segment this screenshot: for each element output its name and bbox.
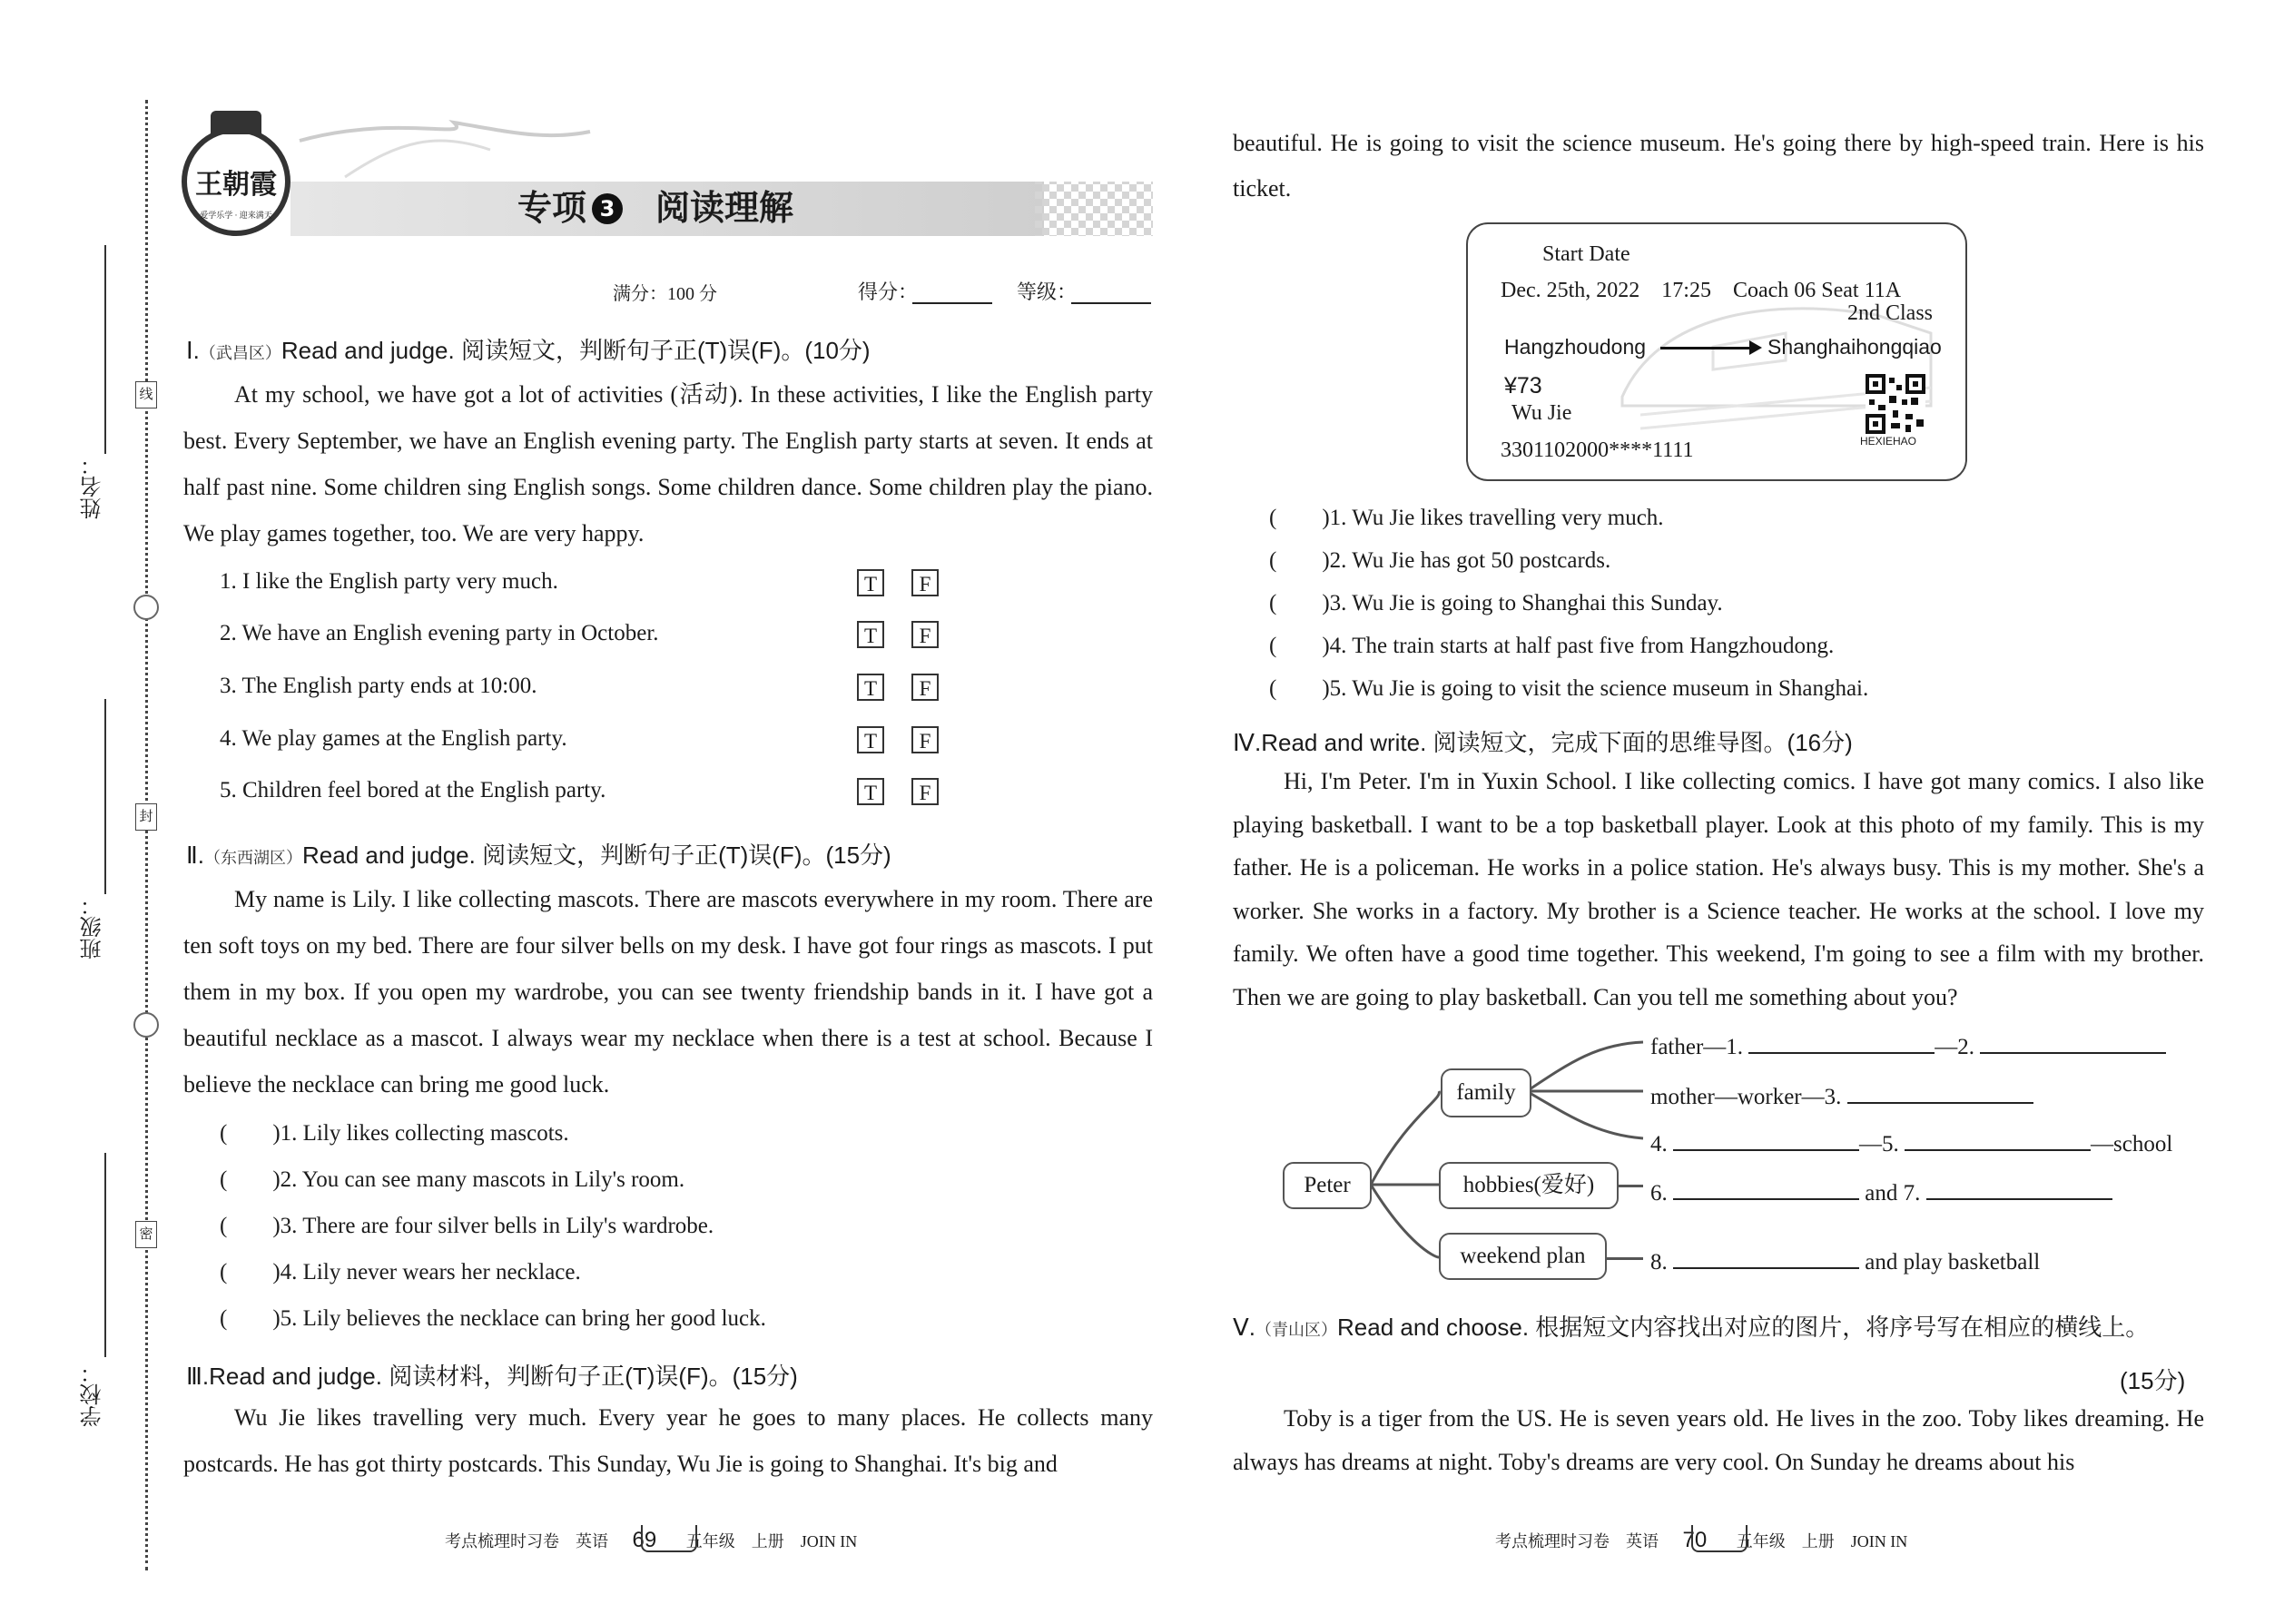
footer-grade: 五年级 上册 JOIN IN: [685, 1532, 858, 1550]
blank-6[interactable]: [1673, 1175, 1859, 1200]
name-label: 姓名：: [82, 454, 105, 519]
section-4-heading: [1233, 724, 1853, 758]
false-box[interactable]: F: [911, 621, 939, 648]
section-1-heading: [186, 332, 871, 366]
seal-marker-mi: 密: [135, 1221, 157, 1248]
class-label: 班级：: [82, 894, 105, 960]
page-title: [517, 180, 793, 230]
section-number: Ⅱ.: [186, 842, 205, 869]
section-1-item: 2. We have an English evening party in October.: [220, 621, 659, 645]
section-instruction: Read and judge. 阅读短文，判断句子正(T)误(F)。(10分): [281, 337, 871, 364]
ticket-price: ¥73: [1504, 373, 1542, 399]
section-region: （东西湖区）: [204, 849, 303, 867]
section-3-item: ( )4. The train starts at half past five from Hangzhoudong.: [1269, 634, 1835, 658]
footer-book: 考点梳理时习卷 英语: [445, 1532, 608, 1550]
section-instruction: Read and judge. 阅读材料，判断句子正(T)误(F)。(15分): [209, 1363, 798, 1390]
section-3-item: ( )1. Wu Jie likes travelling very much.: [1269, 506, 1664, 530]
blank-1[interactable]: [1748, 1029, 1935, 1054]
section-3-item: ( )3. Wu Jie is going to Shanghai this Sunday.: [1269, 591, 1723, 615]
dash-label: —2.: [1935, 1035, 1975, 1059]
binding-dotted-line: [145, 100, 148, 1570]
footer-book: 考点梳理时习卷 英语: [1495, 1532, 1659, 1550]
mind-map-line-hobbies: [1619, 1185, 1643, 1187]
scissors-icon: [133, 595, 159, 620]
section-number: Ⅲ.: [186, 1363, 210, 1390]
mind-map-father-row: [1650, 1029, 2166, 1060]
class-line: [104, 699, 106, 894]
true-box[interactable]: T: [857, 674, 884, 701]
mind-map-hobbies: hobbies(爱好): [1439, 1162, 1619, 1209]
section-region: （青山区）: [1255, 1321, 1338, 1339]
blank-7[interactable]: [1926, 1175, 2112, 1200]
section-2-item: ( )3. There are four silver bells in Lily's wardrobe.: [220, 1214, 714, 1238]
section-3-item: ( )5. Wu Jie is going to visit the science museum in Shanghai.: [1269, 676, 1869, 701]
section-1-item: 1. I like the English party very much.: [220, 569, 558, 594]
section-2-item: ( )1. Lily likes collecting mascots.: [220, 1121, 569, 1146]
school-label: 学校：: [82, 1362, 105, 1427]
blank-4[interactable]: [1673, 1126, 1859, 1151]
title-prefix: 专项: [517, 188, 587, 228]
mind-map-root: Peter: [1283, 1162, 1372, 1209]
section-instruction: Read and judge. 阅读短文，判断句子正(T)误(F)。(15分): [302, 842, 891, 869]
section-2-item: ( )5. Lily believes the necklace can bring her good luck.: [220, 1306, 766, 1331]
section-2-heading: [186, 837, 891, 871]
true-box[interactable]: T: [857, 621, 884, 648]
scissors-icon: [133, 1012, 159, 1038]
section-instruction: Read and write. 阅读短文，完成下面的思维导图。(16分): [1261, 729, 1853, 756]
false-box[interactable]: F: [911, 569, 939, 596]
arrow-right-icon: [1660, 347, 1755, 349]
num-label: 8.: [1650, 1250, 1668, 1275]
section-4-passage: Hi, I'm Peter. I'm in Yuxin School. I like collecting comics. I have got many comics. I also like playing basketball. I want to be a top basketball player. Look at this photo of my family. This is my father. He is a policeman. He works in a police station. He's always busy. This is my mother. She's a worker. She works in a factory. My brother is a Science teacher. He works at the school. I love my family. We often have a good time together. This weekend, I'm going to see a film with my brother. Then we are going to play basketball. Can you tell me something about you?: [1233, 768, 2204, 1010]
logo: [182, 127, 290, 236]
section-1-item: 3. The English party ends at 10:00.: [220, 674, 537, 698]
mind-map-weekend-row: [1650, 1244, 2040, 1275]
false-box[interactable]: F: [911, 726, 939, 753]
page-number-bracket: [641, 1525, 697, 1552]
page-number: 69: [632, 1528, 657, 1552]
seal-marker-feng: 封: [135, 803, 157, 831]
seal-marker-xian: 线: [135, 381, 157, 408]
ticket-start-date-label: Start Date: [1542, 242, 1630, 266]
section-1-passage: At my school, we have got a lot of activities (活动). In these activities, I like the English party best. Every September, we have an English evening party. The English party starts at seven. It ends at half past nine. Some children sing English songs. Some children dance. Some children play the piano. We play games together, too. We are very happy.: [183, 381, 1153, 546]
footer-grade: 五年级 上册 JOIN IN: [1736, 1532, 1908, 1550]
section-5-passage: Toby is a tiger from the US. He is seven years old. He lives in the zoo. Toby likes dreaming. He always has dreams at night. Toby's dreams are very cool. On Sunday he dreams about his: [1233, 1405, 2204, 1475]
ticket-to: Shanghaihongqiao: [1767, 335, 1942, 359]
section-3-passage: Wu Jie likes travelling very much. Every year he goes to many places. He collects many postcards. He has got thirty postcards. This Sunday, Wu Jie is going to Shanghai. It's big and: [183, 1404, 1153, 1477]
ticket-from: Hangzhoudong: [1504, 335, 1647, 359]
blank-5[interactable]: [1905, 1126, 2091, 1151]
mother-label: mother—worker—3.: [1650, 1085, 1842, 1109]
blank-3[interactable]: [1847, 1078, 2033, 1104]
score-label: 得分：: [858, 281, 919, 303]
blank-8[interactable]: [1673, 1244, 1859, 1269]
false-box[interactable]: F: [911, 674, 939, 701]
mind-map-line-weekend: [1607, 1257, 1643, 1260]
mind-map-mother-row: [1650, 1078, 2033, 1110]
section-2-item: ( )4. Lily never wears her necklace.: [220, 1260, 581, 1284]
section-2-item: ( )2. You can see many mascots in Lily's room.: [220, 1167, 685, 1192]
page-number-bracket: [1691, 1525, 1748, 1552]
num-label: 4.: [1650, 1132, 1668, 1156]
name-line: [104, 245, 106, 454]
true-box[interactable]: T: [857, 726, 884, 753]
section-instruction: Read and choose. 根据短文内容找出对应的图片，将序号写在相应的横线上。: [1337, 1314, 2150, 1341]
qr-label: HEXIEHAO: [1860, 435, 1917, 448]
section-5-heading: [1233, 1309, 2149, 1343]
section-2-passage: My name is Lily. I like collecting mascots. There are mascots everywhere in my room. There are ten soft toys on my bed. There are four silver bells on my desk. I have got four rings as mascots. I put them in my box. If you open my wardrobe, you can see twenty friendship bands in it. I have got a beautiful necklace as a mascot. I always wear my necklace when there is a test at school. Because I believe the necklace can bring me good luck.: [183, 886, 1153, 1097]
play-label: and play basketball: [1865, 1250, 2041, 1275]
true-box[interactable]: T: [857, 778, 884, 805]
arrow-head-icon: [1749, 340, 1762, 355]
mind-map-weekend: weekend plan: [1439, 1233, 1607, 1280]
grade-blank[interactable]: [1071, 302, 1151, 304]
false-box[interactable]: F: [911, 778, 939, 805]
title-number-badge: 3: [592, 193, 623, 224]
section-region: （武昌区）: [199, 344, 281, 362]
ticket-class: 2nd Class: [1847, 301, 1934, 325]
father-label: father—1.: [1650, 1035, 1744, 1059]
section-3-passage-continued: beautiful. He is going to visit the science museum. He's going there by high-speed train. Here is his ticket.: [1233, 130, 2204, 202]
ticket-passenger: Wu Jie: [1511, 401, 1572, 425]
blank-2[interactable]: [1980, 1029, 2166, 1054]
crown-icon: [211, 111, 261, 134]
and-label: and 7.: [1865, 1181, 1921, 1206]
section-1-item: 4. We play games at the English party.: [220, 726, 567, 751]
ticket-id: 3301102000****1111: [1501, 438, 1694, 462]
section-number: Ⅳ.: [1233, 729, 1262, 756]
logo-text: 王朝霞: [195, 170, 277, 200]
section-5-score: (15分): [2120, 1367, 2186, 1394]
dash-label: —5.: [1859, 1132, 1899, 1156]
section-1-item: 5. Children feel bored at the English party.: [220, 778, 606, 802]
full-marks: 满分：100 分: [613, 284, 717, 304]
section-number: Ⅴ.: [1233, 1314, 1256, 1341]
ticket-date-line: Dec. 25th, 2022 17:25 Coach 06 Seat 11A: [1501, 279, 1902, 302]
page-number: 70: [1682, 1528, 1708, 1552]
section-3-item: ( )2. Wu Jie has got 50 postcards.: [1269, 548, 1611, 573]
true-box[interactable]: T: [857, 569, 884, 596]
school-label: —school: [2091, 1132, 2173, 1156]
mind-map-brother-row: [1650, 1126, 2172, 1157]
grade-label: 等级：: [1017, 281, 1078, 303]
mind-map-hobbies-row: [1650, 1175, 2112, 1206]
title-text: 阅读理解: [655, 188, 794, 228]
section-number: Ⅰ.: [186, 337, 200, 364]
section-3-heading: [186, 1358, 798, 1392]
school-line: [104, 1153, 106, 1357]
logo-tagline: 爱学乐学 · 迎来满天: [200, 211, 272, 220]
qr-code-icon: [1866, 374, 1925, 434]
mind-map-family: family: [1441, 1068, 1531, 1117]
score-blank[interactable]: [912, 302, 992, 304]
train-ticket: [1466, 222, 1967, 481]
num-label: 6.: [1650, 1181, 1668, 1206]
